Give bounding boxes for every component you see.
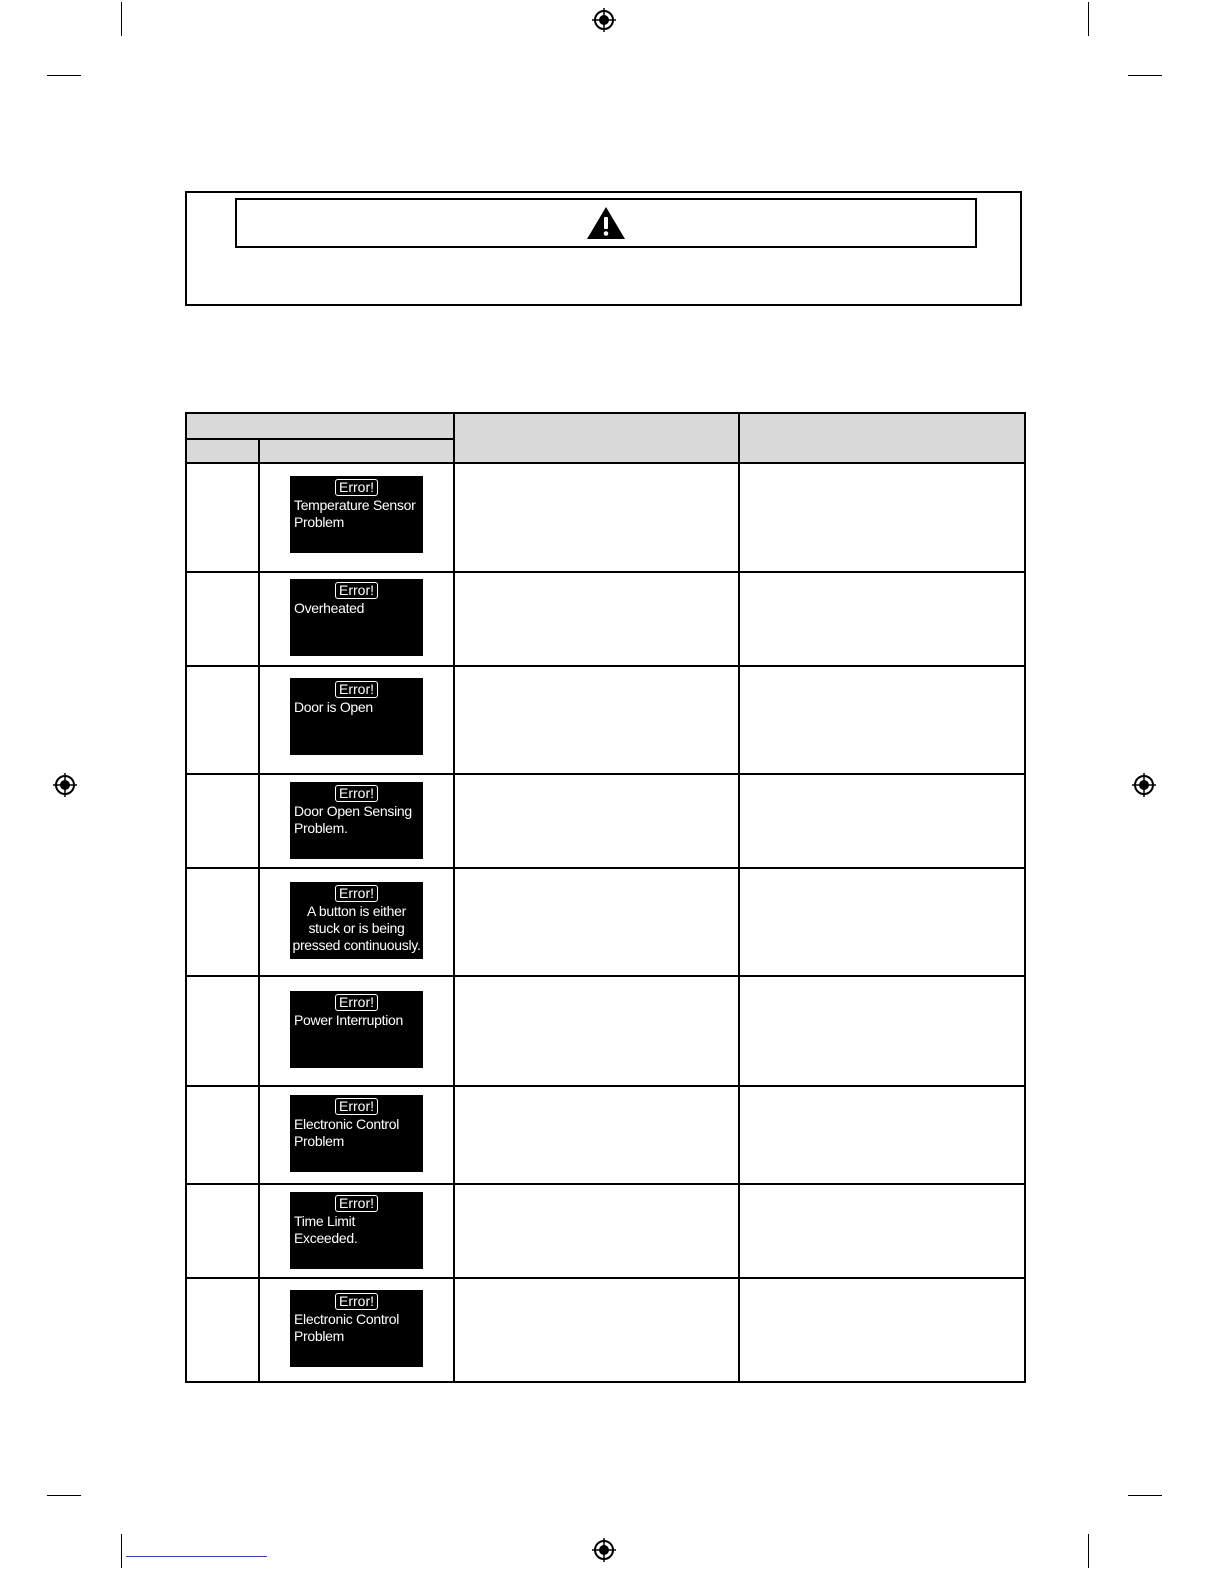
error-message: Overheated (294, 600, 365, 617)
crop-mark-bottom-right-v (1088, 1534, 1089, 1568)
table-row (186, 1278, 1025, 1382)
footer-link-underline[interactable] (126, 1556, 267, 1557)
cause-cell (454, 666, 739, 774)
code-cell (186, 572, 259, 665)
code-cell (186, 463, 259, 572)
screen-cell (259, 868, 454, 976)
error-tag: Error! (335, 582, 378, 599)
screen-cell (259, 666, 454, 774)
error-message: Electronic Control Problem (294, 1310, 400, 1344)
cause-cell (454, 1184, 739, 1278)
solution-cell (739, 1184, 1025, 1278)
header-code (186, 439, 259, 463)
warning-header (235, 198, 977, 248)
code-cell (186, 976, 259, 1086)
lcd-error-screen (290, 678, 423, 755)
error-code-table (185, 412, 1026, 1383)
header-error-display (186, 413, 454, 439)
table-row (186, 1184, 1025, 1278)
error-message: Door is Open (294, 698, 373, 715)
crop-mark-top-right-v (1088, 2, 1089, 36)
registration-mark-icon (1132, 773, 1156, 797)
cause-cell (454, 572, 739, 665)
screen-cell (259, 1086, 454, 1183)
registration-mark-icon (592, 1538, 616, 1562)
error-tag: Error! (335, 1195, 378, 1212)
crop-mark-top-left-h (47, 75, 81, 76)
lcd-error-screen (290, 1192, 423, 1269)
code-cell (186, 774, 259, 868)
table-row (186, 1086, 1025, 1183)
screen-cell (259, 463, 454, 572)
solution-cell (739, 463, 1025, 572)
cause-cell (454, 1278, 739, 1382)
error-tag: Error! (335, 785, 378, 802)
crop-mark-top-right-h (1128, 75, 1162, 76)
error-message: Door Open Sensing Problem. (294, 802, 412, 836)
warning-box (185, 191, 1022, 306)
screen-cell (259, 1184, 454, 1278)
code-cell (186, 1278, 259, 1382)
solution-cell (739, 1086, 1025, 1183)
error-tag: Error! (335, 1293, 378, 1310)
error-message: A button is either stuck or is being pressed continuously. (292, 902, 421, 953)
header-solution (739, 413, 1025, 463)
error-tag: Error! (335, 681, 378, 698)
error-message: Power Interruption (294, 1012, 403, 1029)
code-cell (186, 1184, 259, 1278)
table-row (186, 572, 1025, 665)
crop-mark-bottom-left-v (121, 1534, 122, 1568)
warning-triangle-icon (586, 206, 626, 240)
crop-mark-top-left-v (121, 2, 122, 36)
lcd-error-screen (290, 1290, 423, 1367)
registration-mark-icon (53, 773, 77, 797)
cause-cell (454, 868, 739, 976)
table-row (186, 868, 1025, 976)
table-row (186, 666, 1025, 774)
error-tag: Error! (335, 885, 378, 902)
solution-cell (739, 1278, 1025, 1382)
error-message: Electronic Control Problem (294, 1116, 400, 1150)
error-message: Temperature Sensor Problem (294, 497, 416, 531)
screen-cell (259, 976, 454, 1086)
cause-cell (454, 1086, 739, 1183)
error-tag: Error! (335, 994, 378, 1011)
registration-mark-icon (592, 8, 616, 32)
lcd-error-screen (290, 782, 423, 859)
screen-cell (259, 572, 454, 665)
lcd-error-screen (290, 1095, 423, 1172)
cause-cell (454, 463, 739, 572)
screen-cell (259, 1278, 454, 1382)
error-tag: Error! (335, 1098, 378, 1115)
solution-cell (739, 976, 1025, 1086)
crop-mark-bottom-right-h (1128, 1495, 1162, 1496)
error-message: Time Limit Exceeded. (294, 1212, 358, 1246)
cause-cell (454, 976, 739, 1086)
table-row (186, 976, 1025, 1086)
code-cell (186, 868, 259, 976)
solution-cell (739, 868, 1025, 976)
code-cell (186, 1086, 259, 1183)
header-cause (454, 413, 739, 463)
solution-cell (739, 774, 1025, 868)
lcd-error-screen (290, 579, 423, 656)
error-tag: Error! (335, 479, 378, 496)
lcd-error-screen (290, 476, 423, 553)
screen-cell (259, 774, 454, 868)
lcd-error-screen (290, 991, 423, 1068)
crop-mark-bottom-left-h (47, 1495, 81, 1496)
table-row (186, 463, 1025, 572)
table-row (186, 774, 1025, 868)
table-header-row (186, 413, 1025, 439)
lcd-error-screen (290, 882, 423, 959)
solution-cell (739, 572, 1025, 665)
cause-cell (454, 774, 739, 868)
header-screen (259, 439, 454, 463)
code-cell (186, 666, 259, 774)
solution-cell (739, 666, 1025, 774)
